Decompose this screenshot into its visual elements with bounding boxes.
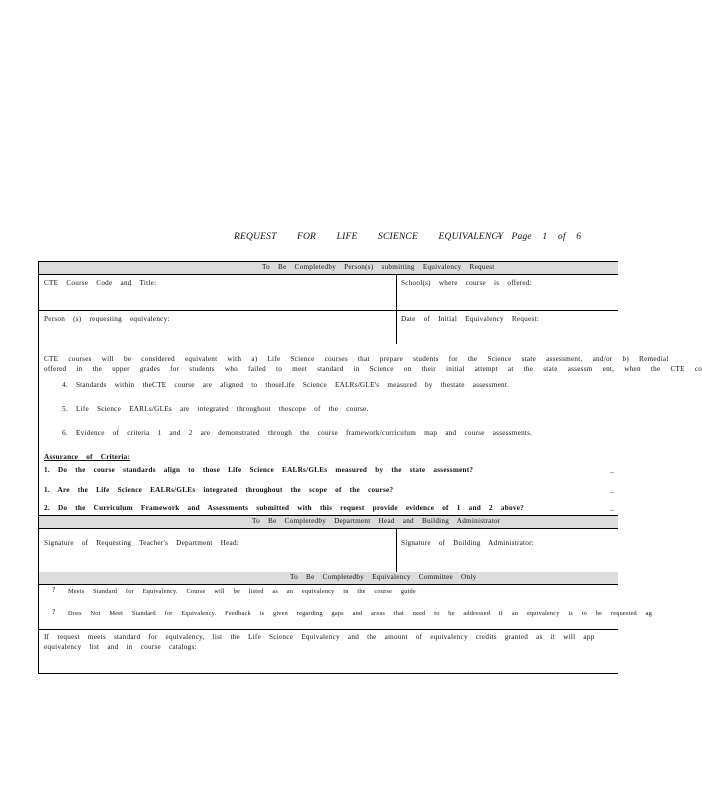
rule bbox=[38, 310, 618, 311]
criterion-item: 6. Evidence of criteria 1 and 2 are demonstrated through the course framework/curriculum map and course assessments. bbox=[62, 429, 533, 437]
left-border bbox=[38, 261, 39, 674]
assurance-heading: Assurance of Criteria: bbox=[44, 453, 131, 461]
section-header-requester-text: To Be Completedby Person(s) submitting Equivalency Request bbox=[262, 263, 495, 271]
person-label: Person (s) requesting equivalency: bbox=[44, 315, 170, 323]
answer-blank[interactable]: _ bbox=[610, 504, 614, 512]
form-title: REQUEST FOR LIFE SCIENCE EQUIVALENCY bbox=[234, 232, 504, 242]
section-header-requester bbox=[38, 262, 618, 274]
date-label: Date of Initial Equivalency Request: bbox=[401, 315, 539, 323]
admin-signature-label: Signature of Building Administrator: bbox=[401, 539, 535, 547]
course-code-label: CTE Course Code and Title: bbox=[44, 279, 157, 287]
column-divider bbox=[396, 528, 397, 572]
answer-blank[interactable]: _ bbox=[610, 466, 614, 474]
section-header-committee bbox=[38, 572, 618, 584]
assurance-question: 1. Are the Life Science EALRs/GLEs integrated throughout the scope of the course? bbox=[44, 486, 394, 494]
option-checkbox[interactable]: ? bbox=[52, 586, 56, 594]
rule bbox=[38, 528, 618, 529]
section-header-admin bbox=[38, 516, 618, 528]
section-header-admin-text: To Be Completedby Department Head and Building Administrator bbox=[252, 517, 501, 525]
option-does-not-meet: Does Not Meet Standard for Equivalency. Feedback is given regarding gaps and areas that need to be addressed if an equivalency is to be requested ag bbox=[68, 610, 652, 617]
rule bbox=[38, 274, 618, 275]
assurance-question: 2. Do the Curriculum Framework and Assessments submitted with this request provide evidence of 1 and 2 above? bbox=[44, 504, 524, 512]
answer-blank[interactable]: _ bbox=[610, 486, 614, 494]
section-header-committee-text: To Be Completedby Equivalency Committee Only bbox=[290, 573, 477, 581]
criterion-item: 5. Life Science EARLs/GLEs are integrated throughout thescope of the course. bbox=[62, 405, 369, 413]
schools-label: School(s) where course is offered: bbox=[401, 279, 532, 287]
intro-line-2: offered in the upper grades for students who failed to meet standard in Science on their initial attempt at the state assessm ent, when the CTE co bbox=[44, 365, 702, 373]
column-divider bbox=[396, 274, 397, 344]
equivalency-note-line-2: equivalency list and in course catalogs: bbox=[44, 643, 197, 651]
assurance-question: 1. Do the course standards align to those Life Science EALRs/GLEs measured by the state assessment? bbox=[44, 466, 474, 474]
rule bbox=[38, 584, 618, 585]
criterion-item: 4. Standards within theCTE course are aligned to thoseLife Science EALRs/GLE's measured by thestate assessment. bbox=[62, 381, 510, 389]
intro-line-1: CTE courses will be considered equivalent with a) Life Science courses that prepare students for the Science state assessment, and/or b) Remedial bbox=[44, 355, 669, 363]
teacher-signature-label: Signature of Requesting Teacher's Department Head: bbox=[44, 539, 240, 547]
equivalency-note-line-1: If request meets standard for equivalency, list the Life Science Equivalency and the amount of equivalency credits granted as it will app bbox=[44, 633, 595, 641]
page-number: – Page 1 of 6 bbox=[496, 232, 582, 242]
rule bbox=[38, 629, 618, 630]
bottom-rule bbox=[38, 673, 618, 674]
option-checkbox[interactable]: ? bbox=[52, 608, 56, 616]
option-meets-standard: Meets Standard for Equivalency. Course will be listed as an equivalency in the course guide bbox=[68, 588, 416, 595]
